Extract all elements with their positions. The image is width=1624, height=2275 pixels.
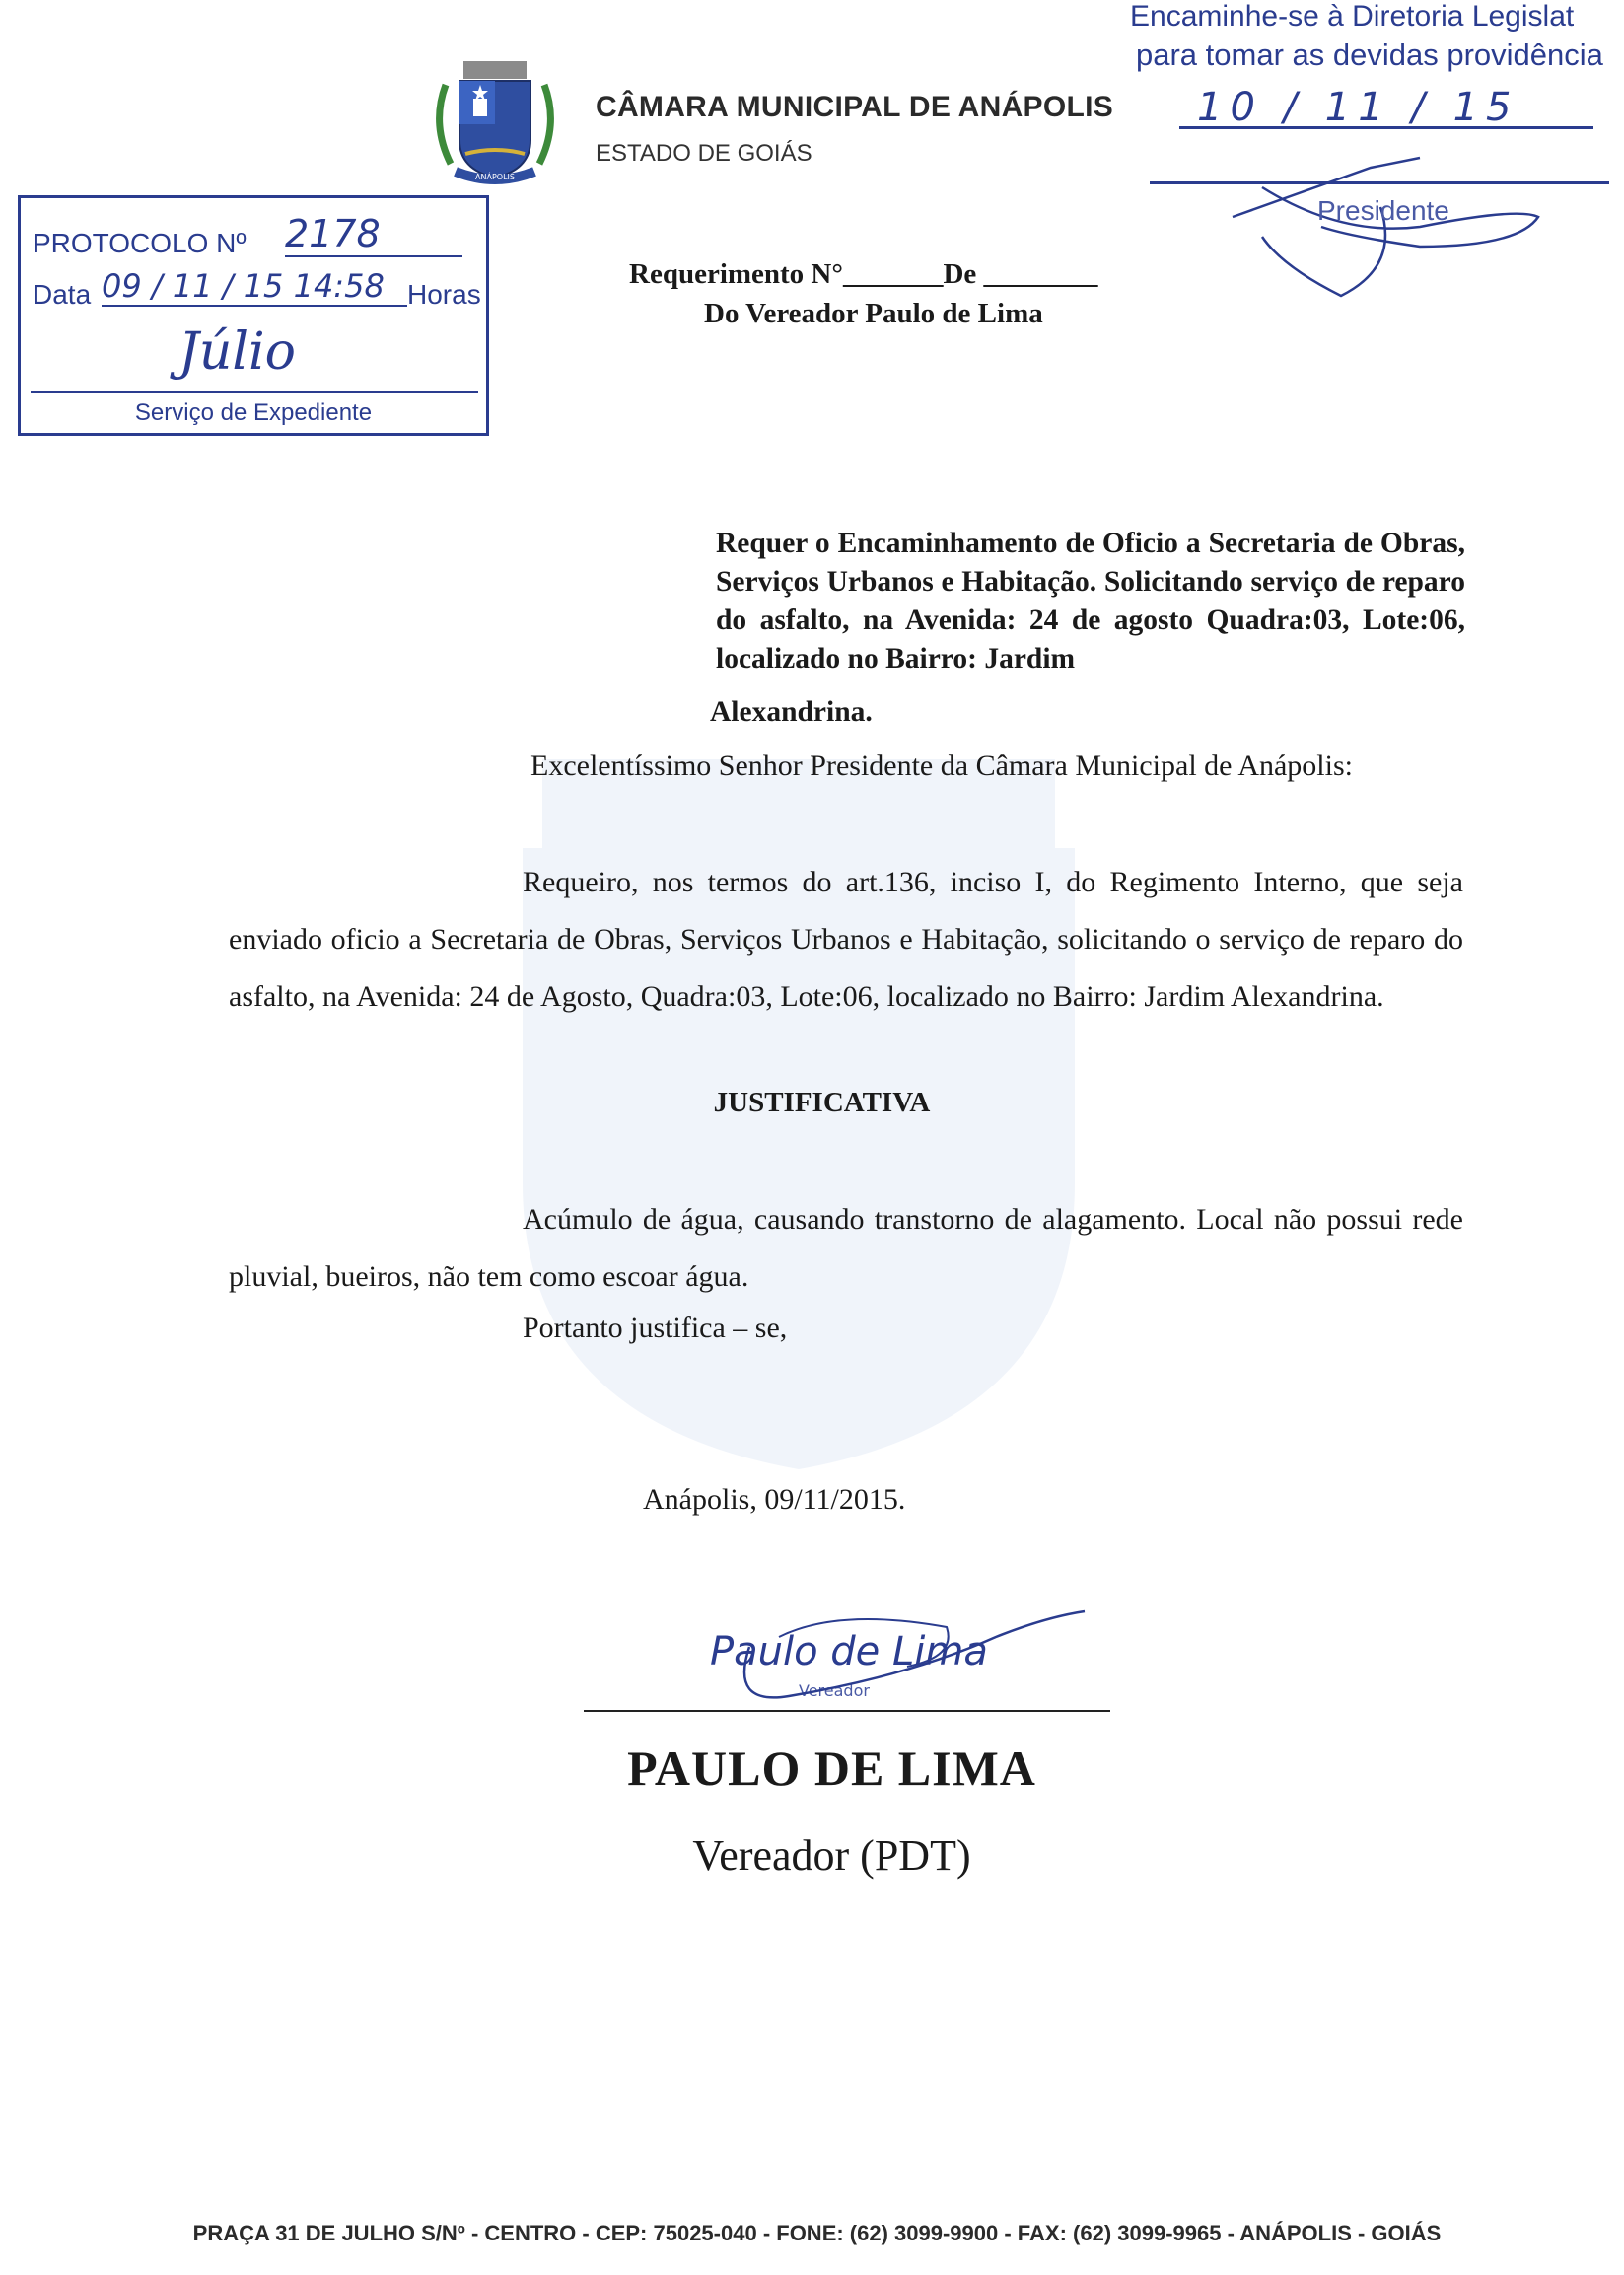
protocol-number-label: PROTOCOLO Nº bbox=[33, 228, 247, 258]
request-summary: Requer o Encaminhamento de Oficio a Secretaria de Obras, Serviços Urbanos e Habitação. Solicitando serviço de reparo do asfalto, na Avenida: 24 de agosto Quadra:03, Lote:06, localizado no Bairro: Jardim bbox=[716, 528, 1465, 675]
svg-text:Paulo de Lima: Paulo de Lima bbox=[710, 1629, 988, 1674]
signer-name: PAULO DE LIMA bbox=[627, 1741, 1036, 1796]
justification-title: JUSTIFICATIVA bbox=[713, 1087, 931, 1118]
place-and-date: Anápolis, 09/11/2015. bbox=[643, 1483, 906, 1516]
protocol-number-value: 2178 bbox=[285, 212, 462, 257]
request-summary-last-line: Alexandrina. bbox=[710, 696, 873, 728]
forward-stamp-line2: para tomar as devidas providência bbox=[1136, 37, 1603, 72]
institution-state: ESTADO DE GOIÁS bbox=[596, 140, 812, 167]
forward-date-underline bbox=[1179, 126, 1593, 129]
request-paragraph: Requeiro, nos termos do art.136, inciso I, do Regimento Interno, que seja enviado oficio a Secretaria de Obras, Serviços Urbanos e Habitação, solicitando o serviço de reparo do asfalto, na Avenida: 24 de Agosto, Quadra:03, Lote:06, localizado no Bairro: Jardim Alexandrina. bbox=[229, 866, 1463, 1013]
protocol-date-value: 09 / 11 / 15 14:58 bbox=[102, 267, 407, 307]
svg-text:Vereador: Vereador bbox=[799, 1681, 870, 1700]
councilman-signature-icon bbox=[690, 1598, 1104, 1706]
institution-name: CÂMARA MUNICIPAL DE ANÁPOLIS bbox=[596, 91, 1114, 123]
president-signature-icon bbox=[1223, 148, 1548, 306]
protocol-hours-label: Horas bbox=[407, 279, 481, 310]
protocol-date-label: Data bbox=[33, 279, 92, 310]
protocol-stamp bbox=[18, 195, 489, 436]
president-label: Presidente bbox=[1317, 195, 1449, 226]
signature-line bbox=[584, 1710, 1110, 1712]
svg-text:ANÁPOLIS: ANÁPOLIS bbox=[475, 173, 515, 181]
closing-line: Portanto justifica – se, bbox=[523, 1312, 788, 1344]
protocol-service-label: Serviço de Expediente bbox=[134, 399, 373, 426]
footer-address: PRAÇA 31 DE JULHO S/Nº - CENTRO - CEP: 75025-040 - FONE: (62) 3099-9900 - FAX: (62) 3099-9965 - ANÁPOLIS - GOIÁS bbox=[192, 2221, 1442, 2245]
forward-stamp-date: 10 / 11 / 15 bbox=[1197, 85, 1519, 130]
protocol-signature-line bbox=[31, 391, 478, 393]
forward-stamp-line1: Encaminhe-se à Diretoria Legislat bbox=[1130, 0, 1575, 33]
request-author-line: Do Vereador Paulo de Lima bbox=[704, 298, 1043, 329]
signer-role: Vereador (PDT) bbox=[692, 1831, 971, 1880]
coat-of-arms-icon bbox=[426, 55, 564, 193]
protocol-signature: Júlio bbox=[178, 322, 296, 382]
request-number-line: Requerimento N°_______De ________ bbox=[629, 258, 1098, 290]
salutation: Excelentíssimo Senhor Presidente da Câmara Municipal de Anápolis: bbox=[530, 749, 1353, 782]
justification-paragraph: Acúmulo de água, causando transtorno de alagamento. Local não possui rede pluvial, bueiros, não tem como escoar água. bbox=[229, 1203, 1463, 1293]
